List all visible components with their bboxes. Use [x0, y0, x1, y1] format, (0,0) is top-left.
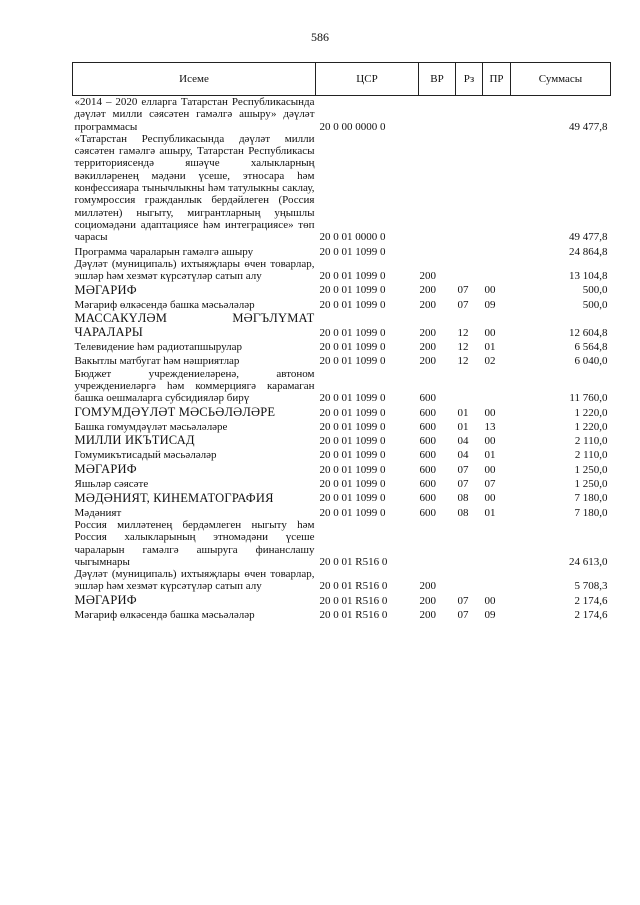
cell-name: ГОМУМДӘҮЛӘТ МӘСЬӘЛӘЛӘРЕ: [74, 404, 276, 419]
cell-rz: 07: [457, 284, 469, 297]
cell-vr: 200: [419, 608, 436, 621]
header-vr: ВР: [419, 63, 456, 96]
table-row: [73, 339, 611, 353]
cell-name: Бюджет учреждениеләренә, автоном учреждениеләргә һәм коммерциягә карамаган башка оешмаларга субсидияләр бирү: [74, 367, 315, 405]
cell-sum: 13 104,8: [569, 270, 608, 283]
cell-name: Гомумикътисадый мәсьәләләр: [74, 449, 217, 462]
cell-sum: 6 040,0: [574, 355, 608, 368]
cell-sum: 1 250,0: [574, 478, 608, 491]
cell-rz: [456, 519, 483, 568]
cell-name: МӘГАРИФ: [74, 462, 137, 477]
cell-name: «Татарстан Республикасында дәүләт милли сәясәтен гамәлгә ашыру, Татарстан Республикасы территориясендә яшәүче халыкларның вәкилләренең мәдәни үсеше, этносара һәм конфессияара тынычлыкны һәм татулыкны саклау, гомумроссия гражданлык бердәйлеген (Россия милләтен) ныгыту, мигрантларның уңышлы социомәдәни адаптациясе һәм интеграциясе» төп чарасы: [74, 132, 315, 244]
cell-sum: 500,0: [582, 284, 608, 297]
cell-vr: 200: [419, 298, 436, 311]
cell-vr: 200: [419, 326, 436, 339]
cell-csr: 20 0 01 1099 0: [319, 420, 386, 433]
cell-vr: 200: [419, 580, 436, 593]
cell-pr: 02: [484, 355, 496, 368]
table-row: [73, 282, 611, 296]
table-row: [73, 353, 611, 367]
table-row: [73, 405, 611, 419]
table-row: [73, 297, 611, 311]
cell-csr: 20 0 01 R516 0: [319, 555, 388, 568]
header-rz: Рз: [456, 63, 483, 96]
cell-pr: 00: [484, 435, 496, 448]
cell-pr: [483, 244, 511, 258]
cell-sum: 11 760,0: [569, 392, 608, 405]
cell-vr: 200: [419, 594, 436, 607]
cell-name: Мәдәният: [74, 506, 122, 519]
header-pr: ПР: [483, 63, 511, 96]
cell-vr: [419, 519, 456, 568]
cell-name: Мәгариф өлкәсендә башка мәсьәләләр: [74, 298, 255, 311]
cell-rz: 12: [457, 341, 469, 354]
cell-rz: [456, 244, 483, 258]
cell-sum: 1 220,0: [574, 406, 608, 419]
cell-pr: 13: [484, 420, 496, 433]
cell-pr: 00: [484, 492, 496, 505]
cell-vr: [419, 244, 456, 258]
cell-csr: 20 0 01 1099 0: [319, 326, 386, 339]
cell-sum: 7 180,0: [574, 506, 608, 519]
cell-rz: 07: [457, 478, 469, 491]
cell-name: Мәгариф өлкәсендә башка мәсьәләләр: [74, 608, 255, 621]
cell-vr: 600: [419, 506, 436, 519]
cell-csr: 20 0 01 1099 0: [319, 355, 386, 368]
cell-vr: 600: [419, 449, 436, 462]
cell-pr: 09: [484, 298, 496, 311]
cell-sum: 2 174,6: [574, 594, 608, 607]
cell-csr: 20 0 01 1099 0: [319, 284, 386, 297]
table-row: [73, 368, 611, 405]
cell-rz: 08: [457, 492, 469, 505]
cell-name: Дәүләт (муниципаль) ихтыяҗлары өчен товарлар, эшләр һәм хезмәт күрсәтүләр сатып алу: [74, 257, 315, 283]
cell-pr: [483, 96, 511, 133]
header-csr: ЦСР: [316, 63, 419, 96]
budget-table: [72, 62, 611, 621]
table-row: [73, 593, 611, 607]
cell-csr: 20 0 01 1099 0: [319, 463, 386, 476]
cell-sum: 2 174,6: [574, 608, 608, 621]
cell-csr: 20 0 01 1099 0: [319, 245, 386, 258]
cell-name: МӘДӘНИЯТ, КИНЕМАТОГРАФИЯ: [74, 490, 274, 505]
table-row: [73, 96, 611, 133]
cell-pr: 09: [484, 608, 496, 621]
table-row: [73, 244, 611, 258]
cell-pr: [483, 258, 511, 283]
cell-pr: 01: [484, 506, 496, 519]
cell-pr: [483, 133, 511, 244]
cell-sum: 24 613,0: [569, 555, 608, 568]
cell-pr: 00: [484, 284, 496, 297]
cell-csr: 20 0 01 R516 0: [319, 580, 388, 593]
cell-csr: 20 0 01 R516 0: [319, 608, 388, 621]
header-name: Исеме: [73, 63, 316, 96]
cell-name: Телевидение һәм радиотапшырулар: [74, 341, 243, 354]
cell-rz: 07: [457, 594, 469, 607]
cell-rz: 01: [457, 420, 469, 433]
cell-name: МИЛЛИ ИКЪТИСАД: [74, 433, 195, 448]
table-row: [73, 462, 611, 476]
cell-vr: [419, 133, 456, 244]
cell-name: Вакытлы матбугат һәм нәшриятлар: [74, 355, 240, 368]
cell-pr: 00: [484, 463, 496, 476]
cell-csr: 20 0 01 1099 0: [319, 506, 386, 519]
cell-rz: 08: [457, 506, 469, 519]
cell-vr: 600: [419, 435, 436, 448]
cell-csr: 20 0 01 1099 0: [319, 270, 386, 283]
cell-vr: 600: [419, 406, 436, 419]
cell-sum: 7 180,0: [574, 492, 608, 505]
cell-name: МӘГАРИФ: [74, 592, 137, 607]
cell-name: Башка гомумдәүләт мәсьәләләре: [74, 420, 228, 433]
cell-vr: 600: [419, 478, 436, 491]
cell-csr: 20 0 01 1099 0: [319, 392, 386, 405]
cell-rz: 07: [457, 463, 469, 476]
table-row: [73, 133, 611, 244]
cell-pr: 00: [484, 594, 496, 607]
table-row: [73, 447, 611, 461]
cell-rz: 04: [457, 449, 469, 462]
cell-csr: 20 0 01 1099 0: [319, 478, 386, 491]
cell-sum: 5 708,3: [574, 580, 608, 593]
cell-pr: 00: [484, 326, 496, 339]
cell-vr: 600: [419, 463, 436, 476]
cell-sum: 12 604,8: [569, 326, 608, 339]
cell-rz: 07: [457, 608, 469, 621]
cell-vr: [419, 96, 456, 133]
cell-sum: 49 477,8: [569, 120, 608, 133]
cell-vr: 200: [419, 284, 436, 297]
cell-pr: 07: [484, 478, 496, 491]
cell-pr: [483, 519, 511, 568]
cell-csr: 20 0 01 1099 0: [319, 435, 386, 448]
cell-rz: 12: [457, 355, 469, 368]
cell-name: Дәүләт (муниципаль) ихтыяҗлары өчен товарлар, эшләр һәм хезмәт күрсәтүләр сатып алу: [74, 568, 315, 593]
cell-sum: 1 250,0: [574, 463, 608, 476]
cell-sum: 2 110,0: [574, 435, 608, 448]
cell-vr: 600: [419, 420, 436, 433]
cell-vr: 200: [419, 355, 436, 368]
cell-vr: 200: [419, 270, 436, 283]
table-row: [73, 419, 611, 433]
cell-csr: 20 0 01 1099 0: [319, 298, 386, 311]
cell-name: Программа чараларын гамәлгә ашыру: [74, 245, 254, 258]
table-row: [73, 258, 611, 283]
cell-name: «2014 – 2020 елларга Татарстан Республикасында дәүләт милли сәясәтен гамәлгә ашыру» дәүләт программасы: [74, 96, 315, 133]
cell-pr: 01: [484, 341, 496, 354]
cell-sum: 24 864,8: [569, 245, 608, 258]
table-row: [73, 519, 611, 568]
cell-sum: 6 564,8: [574, 341, 608, 354]
cell-name: Яшьләр сәясәте: [74, 478, 149, 491]
table-row: [73, 490, 611, 504]
table-row: [73, 568, 611, 593]
cell-rz: 01: [457, 406, 469, 419]
table-row: [73, 476, 611, 490]
cell-rz: [456, 368, 483, 405]
cell-csr: 20 0 00 0000 0: [319, 120, 386, 133]
table-row: [73, 311, 611, 339]
cell-csr: 20 0 01 1099 0: [319, 406, 386, 419]
cell-rz: 04: [457, 435, 469, 448]
cell-rz: [456, 568, 483, 593]
cell-rz: 12: [457, 326, 469, 339]
cell-sum: 49 477,8: [569, 231, 608, 244]
cell-vr: 200: [419, 341, 436, 354]
table-header-row: [73, 63, 611, 96]
cell-sum: 2 110,0: [574, 449, 608, 462]
cell-rz: [456, 96, 483, 133]
cell-csr: 20 0 01 1099 0: [319, 492, 386, 505]
cell-name: Россия милләтенең бердәмлеген ныгыту һәм Россия халыкларының этномәдәни үсеше чараларын гамәлгә ашыруга финанслашу чыгымнары: [74, 518, 315, 568]
cell-pr: [483, 568, 511, 593]
cell-name: МӘГАРИФ: [74, 282, 137, 297]
cell-csr: 20 0 01 1099 0: [319, 449, 386, 462]
table-body: [73, 96, 611, 622]
cell-sum: 500,0: [582, 298, 608, 311]
cell-pr: [483, 368, 511, 405]
cell-sum: 1 220,0: [574, 420, 608, 433]
cell-csr: 20 0 01 0000 0: [319, 231, 386, 244]
cell-vr: 600: [419, 492, 436, 505]
cell-rz: [456, 133, 483, 244]
cell-pr: 00: [484, 406, 496, 419]
page-number: 586: [311, 30, 329, 44]
cell-rz: 07: [457, 298, 469, 311]
cell-pr: 01: [484, 449, 496, 462]
table-row: [73, 607, 611, 621]
table-row: [73, 433, 611, 447]
cell-vr: 600: [419, 392, 436, 405]
cell-rz: [456, 258, 483, 283]
cell-name: МАССАКҮЛӘМ МӘГЪЛҮМАТ ЧАРАЛАРЫ: [74, 311, 315, 340]
header-sum: Суммасы: [511, 63, 611, 96]
table-row: [73, 505, 611, 519]
cell-csr: 20 0 01 R516 0: [319, 594, 388, 607]
cell-csr: 20 0 01 1099 0: [319, 341, 386, 354]
